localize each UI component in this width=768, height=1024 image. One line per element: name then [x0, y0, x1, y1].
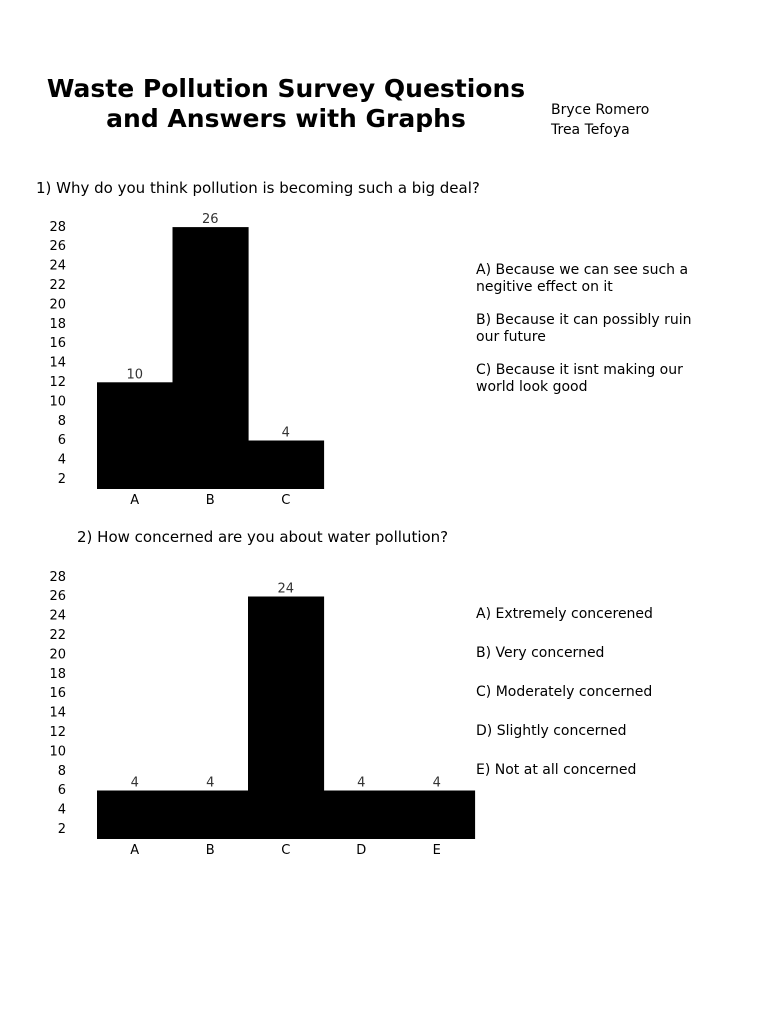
data-label: 10	[126, 367, 144, 383]
y-tick-label: 24	[49, 258, 66, 274]
answer-option: C) Moderately concerned	[476, 684, 653, 700]
data-label: 4	[130, 775, 139, 791]
chart-question-1	[0, 212, 340, 515]
data-label: 4	[281, 425, 290, 441]
data-label: 4	[206, 775, 215, 791]
answer-option: E) Not at all concerned	[476, 762, 637, 778]
x-tick-label: C	[281, 493, 291, 508]
x-tick-label: E	[432, 843, 441, 858]
y-tick-label: 28	[49, 219, 66, 235]
x-tick-label: A	[130, 843, 140, 858]
y-tick-label: 4	[57, 452, 66, 468]
data-label: 4	[432, 775, 441, 791]
answer-option: B) Because it can possibly ruin our future	[476, 312, 692, 345]
bar-a	[97, 791, 173, 840]
bar-e	[399, 791, 475, 840]
x-tick-label: C	[281, 843, 291, 858]
y-tick-label: 26	[49, 589, 66, 605]
answer-option: A) Extremely concerened	[476, 606, 653, 622]
chart-question-2	[0, 565, 490, 865]
answer-option: D) Slightly concerned	[476, 723, 627, 739]
y-tick-label: 26	[49, 239, 66, 255]
y-tick-label: 18	[49, 316, 66, 332]
y-tick-label: 4	[57, 802, 66, 818]
question-1: 1) Why do you think pollution is becoming such a big deal?	[36, 179, 480, 197]
x-tick-label: A	[130, 493, 140, 508]
bar-d	[324, 791, 400, 840]
x-tick-label: B	[205, 843, 215, 858]
bar-c	[248, 441, 324, 490]
answer-list-2	[476, 606, 736, 801]
y-tick-label: 6	[57, 433, 66, 449]
y-tick-label: 8	[57, 763, 66, 779]
y-tick-label: 2	[57, 822, 66, 837]
y-tick-label: 22	[49, 278, 66, 293]
bar-c	[248, 597, 324, 840]
y-tick-label: 16	[49, 686, 66, 702]
answer-option: A) Because we can see such a negitive effect on it	[476, 262, 689, 295]
authors	[551, 100, 649, 140]
y-tick-label: 20	[49, 297, 66, 313]
y-tick-label: 2	[57, 472, 66, 487]
y-tick-label: 28	[49, 569, 66, 585]
y-tick-label: 12	[49, 375, 66, 390]
bar-b	[173, 791, 249, 840]
y-tick-label: 14	[49, 355, 66, 371]
author-name: Bryce Romero	[551, 102, 650, 118]
y-tick-label: 10	[49, 394, 66, 410]
x-tick-label: D	[356, 843, 367, 858]
y-tick-label: 20	[49, 647, 66, 663]
y-tick-label: 6	[57, 783, 66, 799]
y-tick-label: 16	[49, 336, 66, 352]
y-tick-label: 8	[57, 413, 66, 429]
y-tick-label: 10	[49, 744, 66, 760]
data-label: 26	[201, 212, 219, 228]
y-tick-label: 22	[49, 628, 66, 643]
y-tick-label: 14	[49, 705, 66, 721]
data-label: 24	[277, 581, 295, 597]
x-tick-label: B	[205, 493, 215, 508]
y-tick-label: 24	[49, 608, 66, 624]
bar-a	[97, 382, 173, 489]
y-tick-label: 18	[49, 666, 66, 682]
question-2: 2) How concerned are you about water pollution?	[77, 528, 449, 546]
answer-option: B) Very concerned	[476, 645, 605, 661]
page-title: Waste Pollution Survey Questions and Answers with Graphs	[46, 74, 526, 133]
answer-option: C) Because it isnt making our world look good	[476, 362, 683, 395]
data-label: 4	[357, 775, 366, 791]
author-name: Trea Tefoya	[551, 122, 630, 138]
answer-list-1	[476, 262, 716, 412]
bar-b	[173, 227, 249, 489]
y-tick-label: 12	[49, 725, 66, 740]
